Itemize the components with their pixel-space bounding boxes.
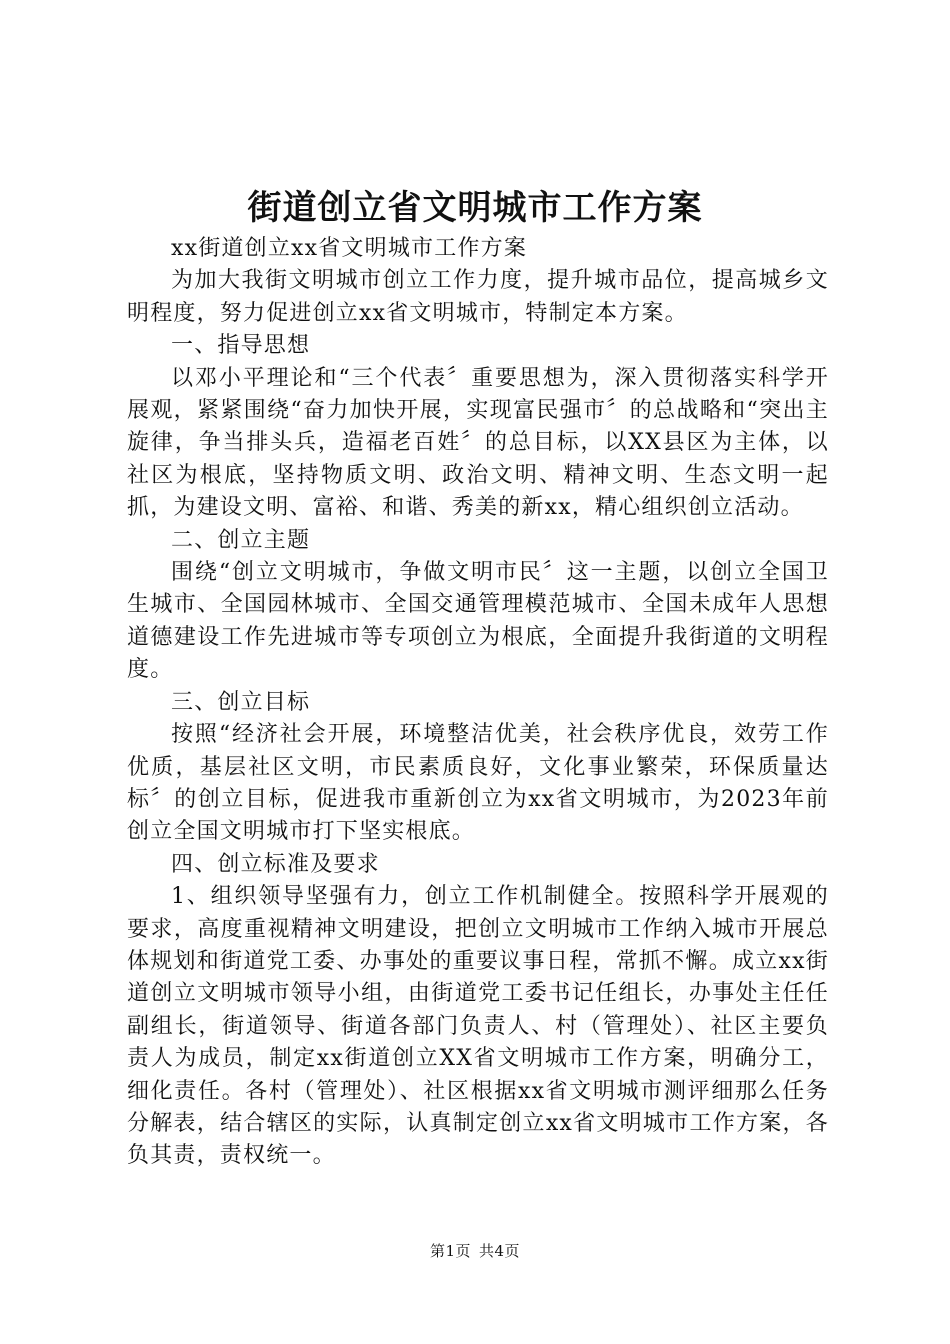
document-title: 街道创立省文明城市工作方案 xyxy=(247,188,703,228)
section-heading-goals: 三、创立目标 xyxy=(171,689,311,715)
section-heading-standards: 四、创立标准及要求 xyxy=(171,851,380,877)
section-heading-guiding-ideology: 一、指导思想 xyxy=(171,333,311,359)
page-number: 第1页 xyxy=(429,1242,471,1260)
standards-paragraph-1: 1、组织领导坚强有力，创立工作机制健全。按照科学开展观的要求，高度重视精神文明建设，把创立文明城市工作纳入城市开展总体规划和街道党工委、办事处的重要议事日程，常抓不懈。成立xx街道创立文明城市领导小组，由街道党工委书记任组长，办事处主任任副组长，街道领导、街道各部门负责人、村（管理处）、社区主要负责人为成员，制定xx街道创立XX省文明城市工作方案，明确分工，细化责任。各村（管理处）、社区根据xx省文明城市测评细那么任务分解表，结合辖区的实际，认真制定创立xx省文明城市工作方案，各负其责，责权统一。 xyxy=(127,884,829,1169)
theme-paragraph: 围绕“创立文明城市，争做文明市民〞这一主题，以创立全国卫生城市、全国园林城市、全国交通管理模范城市、全国未成年人思想道德建设工作先进城市等专项创立为根底，全面提升我街道的文明程度。 xyxy=(127,560,829,683)
page-total: 共4页 xyxy=(479,1242,521,1260)
goals-paragraph: 按照“经济社会开展，环境整洁优美，社会秩序优良，效劳工作优质，基层社区文明，市民素质良好，文化事业繁荣，环保质量达标〞的创立目标，促进我市重新创立为xx省文明城市，为2023年前创立全国文明城市打下坚实根底。 xyxy=(127,722,829,845)
subtitle-paragraph: xx街道创立xx省文明城市工作方案 xyxy=(171,236,528,261)
section-heading-theme: 二、创立主题 xyxy=(171,527,311,553)
guiding-ideology-paragraph: 以邓小平理论和“三个代表〞重要思想为，深入贯彻落实科学开展观，紧紧围绕“奋力加快开展，实现富民强市〞的总战略和“突出主旋律，争当排头兵，造福老百姓〞的总目标，以XX县区为主体，以社区为根底，坚持物质文明、政治文明、精神文明、生态文明一起抓，为建设文明、富裕、和谐、秀美的新xx，精心组织创立活动。 xyxy=(127,365,829,521)
intro-paragraph: 为加大我街文明城市创立工作力度，提升城市品位，提高城乡文明程度，努力促进创立xx省文明城市，特制定本方案。 xyxy=(127,268,829,326)
page-footer xyxy=(0,1240,950,1262)
document-body xyxy=(127,233,829,1173)
